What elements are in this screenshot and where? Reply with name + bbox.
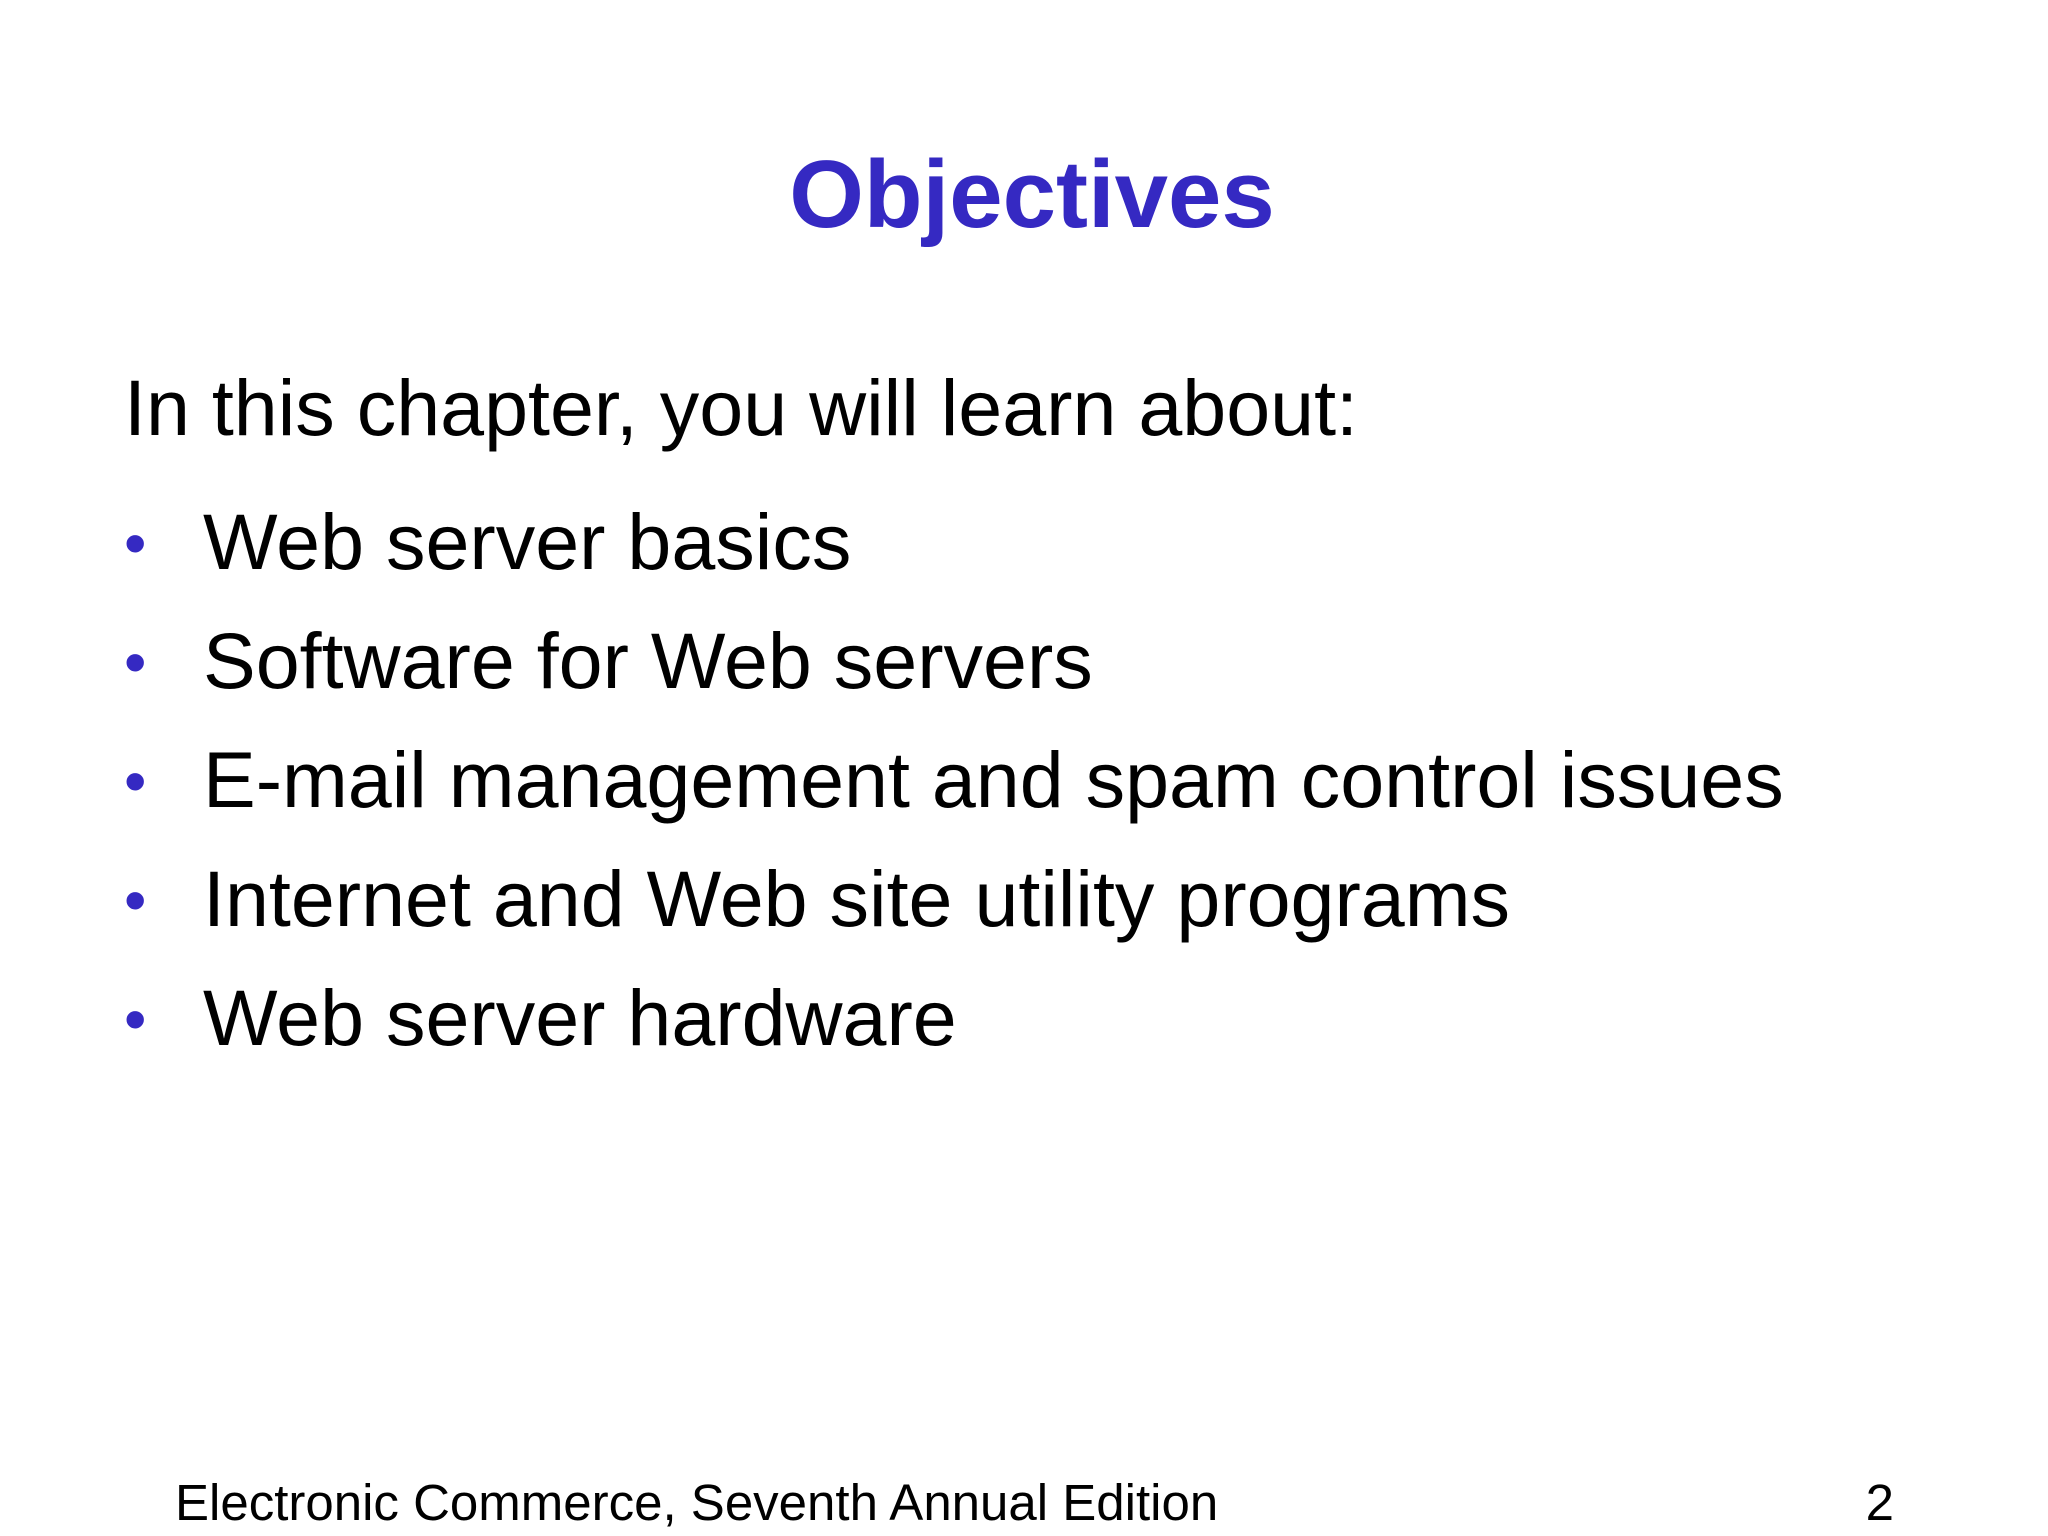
- bullet-text: E-mail management and spam control issues: [203, 735, 1784, 825]
- footer-book-title: Electronic Commerce, Seventh Annual Edition: [175, 1474, 1219, 1531]
- bullet-item: [124, 721, 1784, 840]
- bullet-item: [124, 959, 1784, 1078]
- bullet-icon: •: [124, 625, 147, 698]
- bullet-icon: •: [124, 744, 147, 817]
- slide-title-text: Objectives: [789, 141, 1275, 248]
- bullet-item: [124, 483, 1784, 602]
- bullet-item: [124, 840, 1784, 959]
- bullet-item: [124, 602, 1784, 721]
- intro-text: In this chapter, you will learn about:: [124, 363, 1358, 452]
- bullet-text: Web server basics: [203, 497, 852, 587]
- bullet-text: Software for Web servers: [203, 616, 1093, 706]
- footer-page-number: 2: [1865, 1474, 1894, 1531]
- bullet-icon: •: [124, 506, 147, 579]
- slide-title: [0, 142, 2048, 248]
- bullet-text: Internet and Web site utility programs: [203, 854, 1511, 944]
- bullet-list: [124, 483, 1784, 1078]
- bullet-text: Web server hardware: [203, 973, 957, 1063]
- bullet-icon: •: [124, 863, 147, 936]
- bullet-icon: •: [124, 982, 147, 1055]
